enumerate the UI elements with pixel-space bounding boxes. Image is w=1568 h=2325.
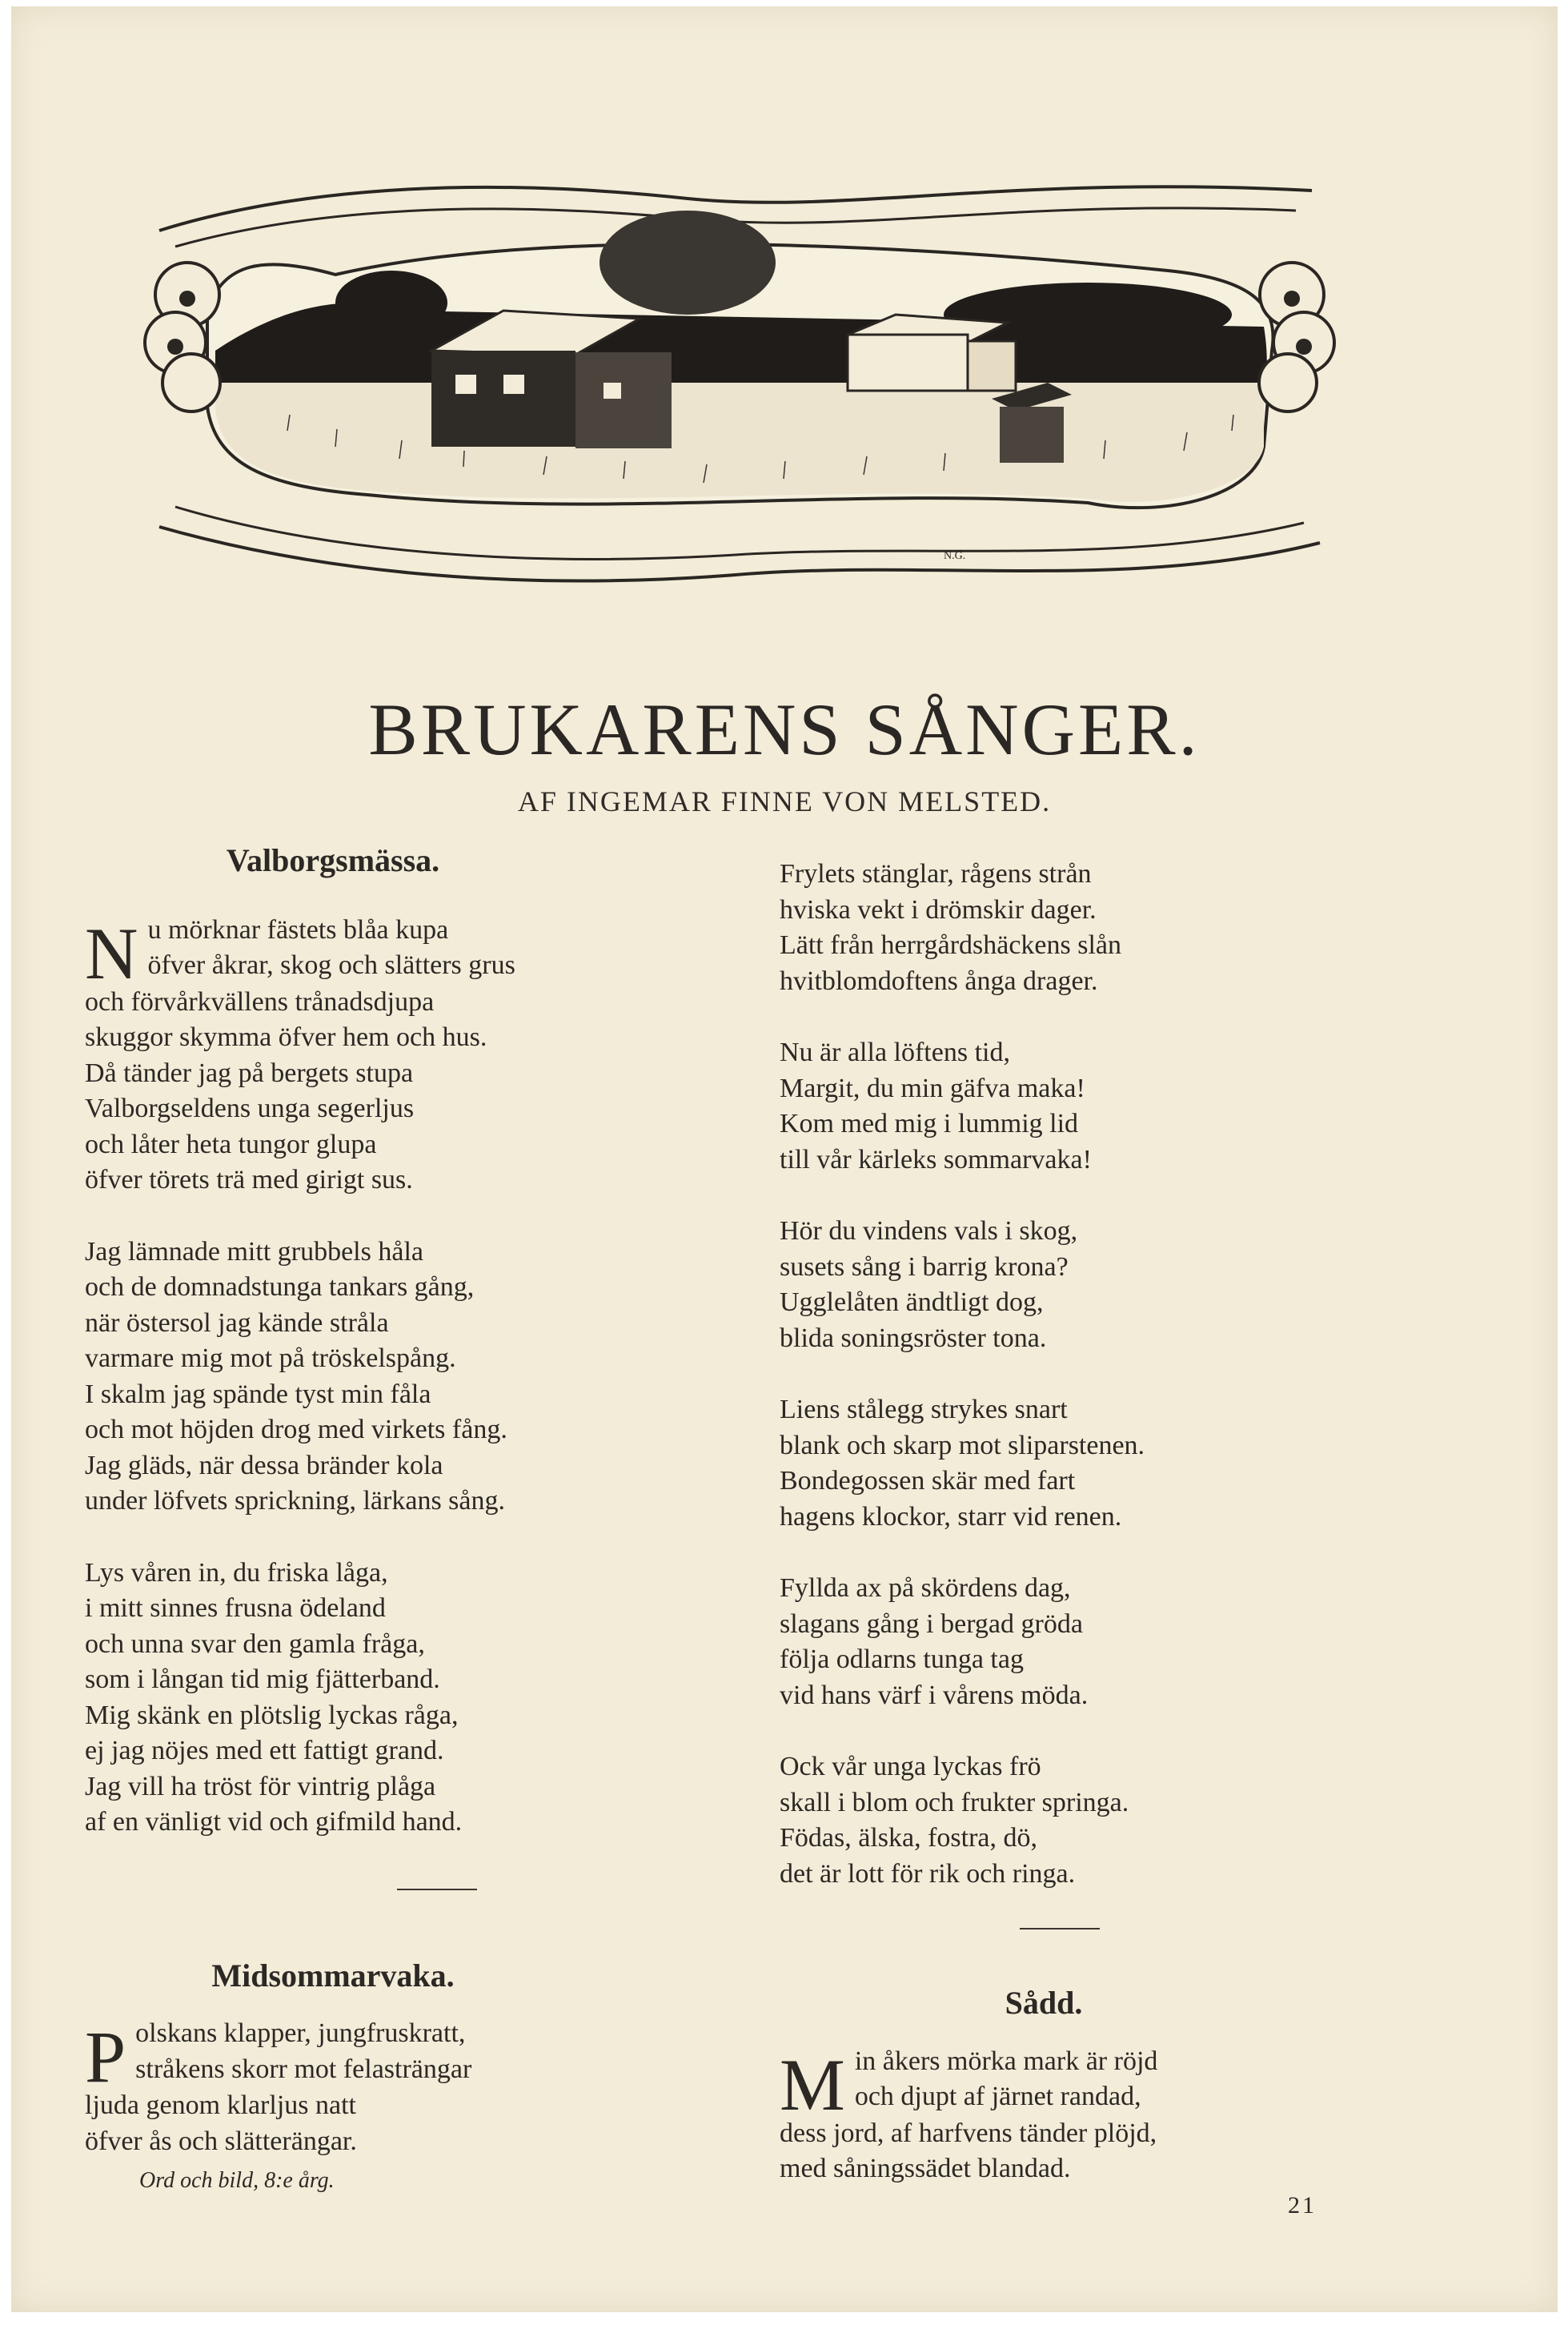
stanza [780, 857, 1420, 999]
stanza [780, 1392, 1420, 1535]
poem-line: när östersol jag kände stråla [85, 1307, 389, 1338]
poem-line: vid hans värf i vårens möda. [780, 1680, 1089, 1710]
poem-line: Jag lämnade mitt grubbels håla [85, 1236, 423, 1267]
poem-line: som i långan tid mig fjätterband. [85, 1664, 440, 1694]
byline: AF INGEMAR FINNE VON MELSTED. [517, 785, 1052, 817]
poem-line: u mörknar fästets blåa kupa [147, 914, 449, 945]
publication-credit: Ord och bild, 8:e årg. [139, 2168, 335, 2193]
poem-line: Bondegossen skär med fart [780, 1466, 1076, 1496]
stanza [780, 1214, 1420, 1356]
stanza [85, 1556, 725, 1841]
poem-line: in åkers mörka mark är röjd [854, 2046, 1158, 2076]
page-title: BRUKARENS SÅNGER. [368, 689, 1201, 770]
poem-line: ej jag nöjes med ett fattigt grand. [85, 1736, 444, 1765]
poem-line: öfver åkrar, skog och slätters grus [147, 950, 515, 980]
drop-cap: M [780, 2043, 845, 2116]
poem-line: blank och skarp mot sliparstenen. [780, 1430, 1145, 1460]
poem-heading-midsommarvaka: Midsommarvaka. [211, 1957, 455, 1994]
poem-heading-valborgsmassa: Valborgsmässa. [226, 842, 440, 878]
drop-cap: N [85, 912, 138, 985]
page-number: 21 [1288, 2192, 1317, 2219]
poem-line: blida soningsröster tona. [780, 1323, 1047, 1353]
poem-line: öfver ås och slätterängar. [85, 2126, 357, 2156]
poem-line: hvitblomdoftens ånga drager. [780, 966, 1098, 996]
poem-line: och mot höjden drog med virkets fång. [85, 1415, 507, 1444]
poem-line: slagans gång i bergad gröda [780, 1608, 1083, 1639]
poem-line: Kom med mig i lummig lid [780, 1109, 1079, 1138]
poem-line: Ock vår unga lyckas frö [780, 1752, 1041, 1781]
poem-line: det är lott för rik och ringa. [780, 1858, 1076, 1889]
poem-line: och unna svar den gamla fråga, [85, 1628, 425, 1659]
stanza [85, 1235, 725, 1520]
section-divider [397, 1889, 477, 1890]
stanza [780, 1749, 1420, 1892]
poem-line: och djupt af järnet randad, [854, 2082, 1141, 2111]
poem-line: och de domnadstunga tankars gång, [85, 1272, 475, 1302]
stanza [85, 2016, 725, 2088]
stanza [780, 1571, 1420, 1713]
poem-line: Jag gläds, när dessa bränder kola [85, 1450, 443, 1480]
poem-line: Då tänder jag på bergets stupa [85, 1058, 414, 1088]
right-column [780, 857, 1420, 2187]
poem-line: susets sång i barrig krona? [780, 1251, 1069, 1282]
poem-line: I skalm jag spände tyst min fåla [85, 1379, 431, 1409]
poem-line: Liens stålegg strykes snart [780, 1395, 1068, 1424]
poem-line: stråkens skorr mot felasträngar [135, 2054, 472, 2084]
poem-heading-sadd: Sådd. [1005, 1985, 1083, 2021]
poem-line: med såningssädet blandad. [780, 2154, 1071, 2183]
poem-line: Ugglelåten ändtligt dog, [780, 1287, 1044, 1317]
poem-line: öfver törets trä med girigt sus. [85, 1165, 413, 1195]
left-column [85, 843, 725, 2159]
poem-line: till vår kärleks sommarvaka! [780, 1144, 1092, 1175]
poem-line: Födas, älska, fostra, dö, [780, 1823, 1038, 1853]
poem-line: Valborgseldens unga segerljus [85, 1094, 415, 1123]
poem-line: Hör du vindens vals i skog, [780, 1216, 1078, 1246]
poem-line: olskans klapper, jungfruskratt, [135, 2018, 466, 2048]
stanza [85, 913, 725, 1199]
artist-signature: N.G. [944, 550, 966, 562]
poem-line: följa odlarns tunga tag [780, 1644, 1024, 1674]
poem-line: under löfvets sprickning, lärkans sång. [85, 1486, 505, 1516]
poem-line: och förvårkvällens trånadsdjupa [85, 986, 435, 1017]
poem-line: hviska vekt i drömskir dager. [780, 894, 1097, 925]
poem-line: dess jord, af harfvens tänder plöjd, [780, 2118, 1157, 2148]
poem-line: Frylets stänglar, rågens strån [780, 859, 1092, 889]
page [11, 6, 1558, 2312]
poem-line: Nu är alla löftens tid, [780, 1038, 1010, 1067]
poem-line: Lätt från herrgårdshäckens slån [780, 930, 1122, 960]
poem-line: ljuda genom klarljus natt [85, 2090, 356, 2120]
poem-line: skuggor skymma öfver hem och hus. [85, 1022, 487, 1052]
poem-line: hagens klockor, starr vid renen. [780, 1501, 1122, 1532]
poem-line: skall i blom och frukter springa. [780, 1787, 1129, 1817]
poem-line: i mitt sinnes frusna ödeland [85, 1593, 386, 1623]
poem-line: varmare mig mot på tröskelspång. [85, 1343, 456, 1373]
poem-line: och låter heta tungor glupa [85, 1129, 377, 1159]
stanza [780, 1035, 1420, 1178]
poem-line: Lys våren in, du friska låga, [85, 1557, 388, 1588]
poem-line: Jag vill ha tröst för vintrig plåga [85, 1771, 436, 1801]
drop-cap: P [85, 2016, 126, 2088]
poem-line: Fyllda ax på skördens dag, [780, 1573, 1071, 1603]
poem-line: af en vänligt vid och gifmild hand. [85, 1807, 463, 1837]
stanza [780, 2044, 1420, 2116]
poem-line: Margit, du min gäfva maka! [780, 1073, 1085, 1103]
poem-line: Mig skänk en plötslig lyckas råga, [85, 1700, 459, 1730]
section-divider [1020, 1928, 1100, 1929]
farmstead-illustration [127, 143, 1352, 615]
